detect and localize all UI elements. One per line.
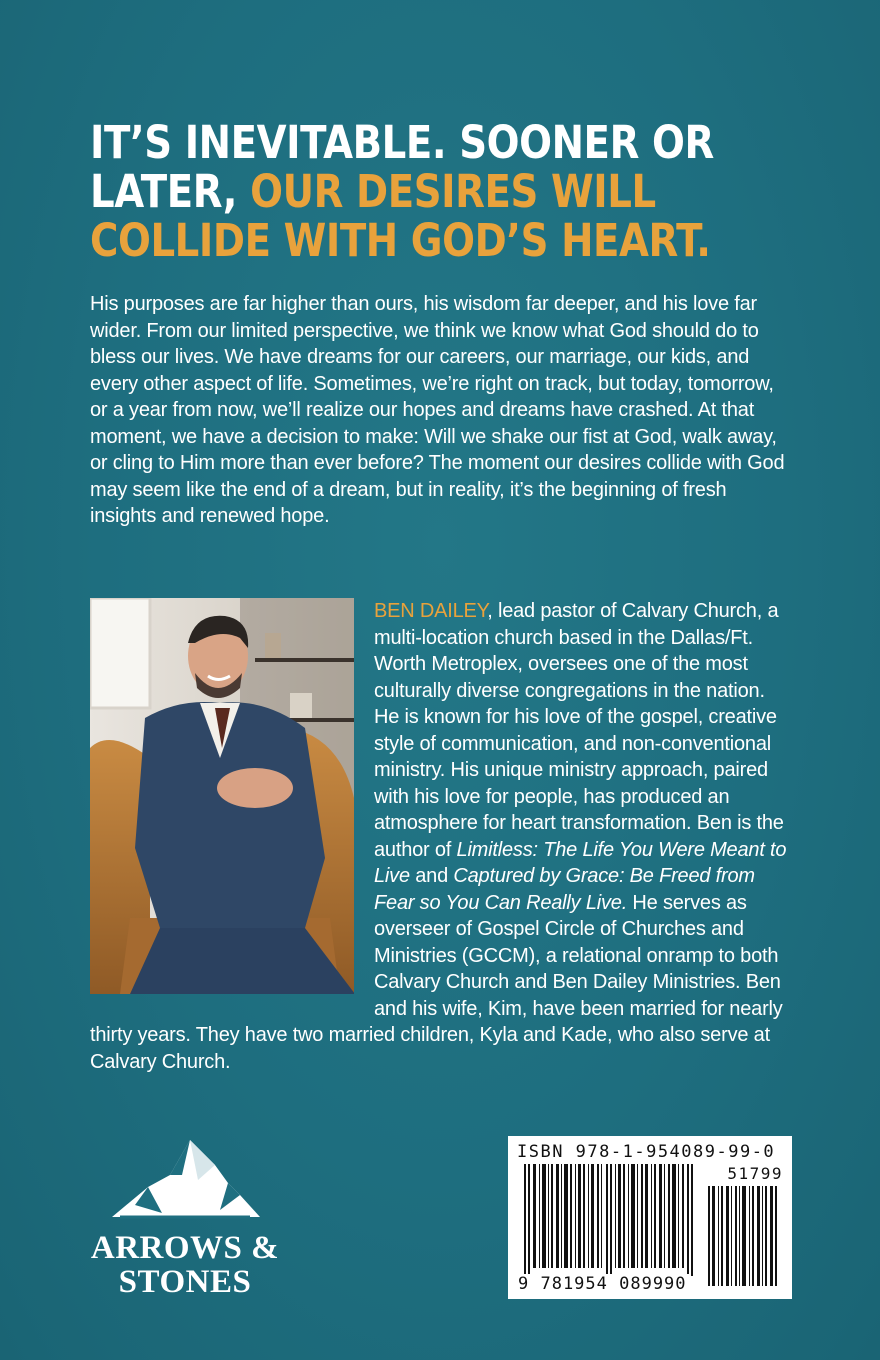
author-name: BEN DAILEY <box>374 600 488 622</box>
isbn-label: ISBN 978-1-954089-99-0 <box>517 1142 776 1162</box>
book-title-1: Limitless: The Life You Were Meant to Live <box>374 838 787 887</box>
headline-white: IT’S INEVITABLE. SOONER OR LATER, <box>90 116 714 218</box>
author-bio <box>90 598 793 1075</box>
publisher-line-2: STONES <box>118 1264 252 1300</box>
headline <box>90 118 812 265</box>
bio-text-2: and <box>409 865 454 887</box>
publisher-logo <box>90 1135 280 1305</box>
publisher-name <box>90 1231 280 1299</box>
bio-text-1: , lead pastor of Calvary Church, a multi-location church based in the Dallas/Ft. Worth Metroplex, oversees one of the most culturally diverse congregations in the nation. He is known for his love of the gospel, creative style of communication, and non-conventional ministry. His unique ministry approach, paired with his love for people, has produced an atmosphere for heart transformation. Ben is the author of <box>374 600 784 861</box>
mountain-icon <box>90 1135 280 1230</box>
headline-accent: OUR DESIRES WILL COLLIDE WITH GOD’S HEART. <box>90 165 711 267</box>
ean-digits: 9 781954 089990 <box>518 1274 687 1294</box>
photo-spacer <box>90 598 354 998</box>
addon-barcode-bars <box>706 1186 780 1286</box>
ean-barcode-bars <box>520 1164 700 1276</box>
publisher-line-1: ARROWS & <box>90 1230 280 1266</box>
price-code: 51799 <box>727 1164 783 1183</box>
isbn-barcode <box>508 1136 792 1299</box>
book-title-2: Captured by Grace: Be Freed from Fear so You Can Really Live. <box>374 865 755 914</box>
book-blurb: His purposes are far higher than ours, his wisdom far deeper, and his love far wider. From our limited perspective, we think we know what God should do to bless our lives. We have dreams for our careers, our marriage, our kids, and every other aspect of life. Sometimes, we’re right on track, but today, tomorrow, or a year from now, we’ll realize our hopes and dreams have crashed. At that moment, we have a decision to make: Will we shake our fist at God, walk away, or cling to Him more than ever before? The moment our desires collide with God may seem like the end of a dream, but in reality, it’s the beginning of fresh insights and renewed hope. <box>90 293 785 527</box>
bio-text-3: He serves as overseer of Gospel Circle of Churches and Ministries (GCCM), a relational onramp to both Calvary Church and Ben Dailey Ministries. Ben and his wife, Kim, have been married for nearly thirty years. They have two married children, Kyla and Kade, who also serve at Calvary Church. <box>90 891 783 1073</box>
